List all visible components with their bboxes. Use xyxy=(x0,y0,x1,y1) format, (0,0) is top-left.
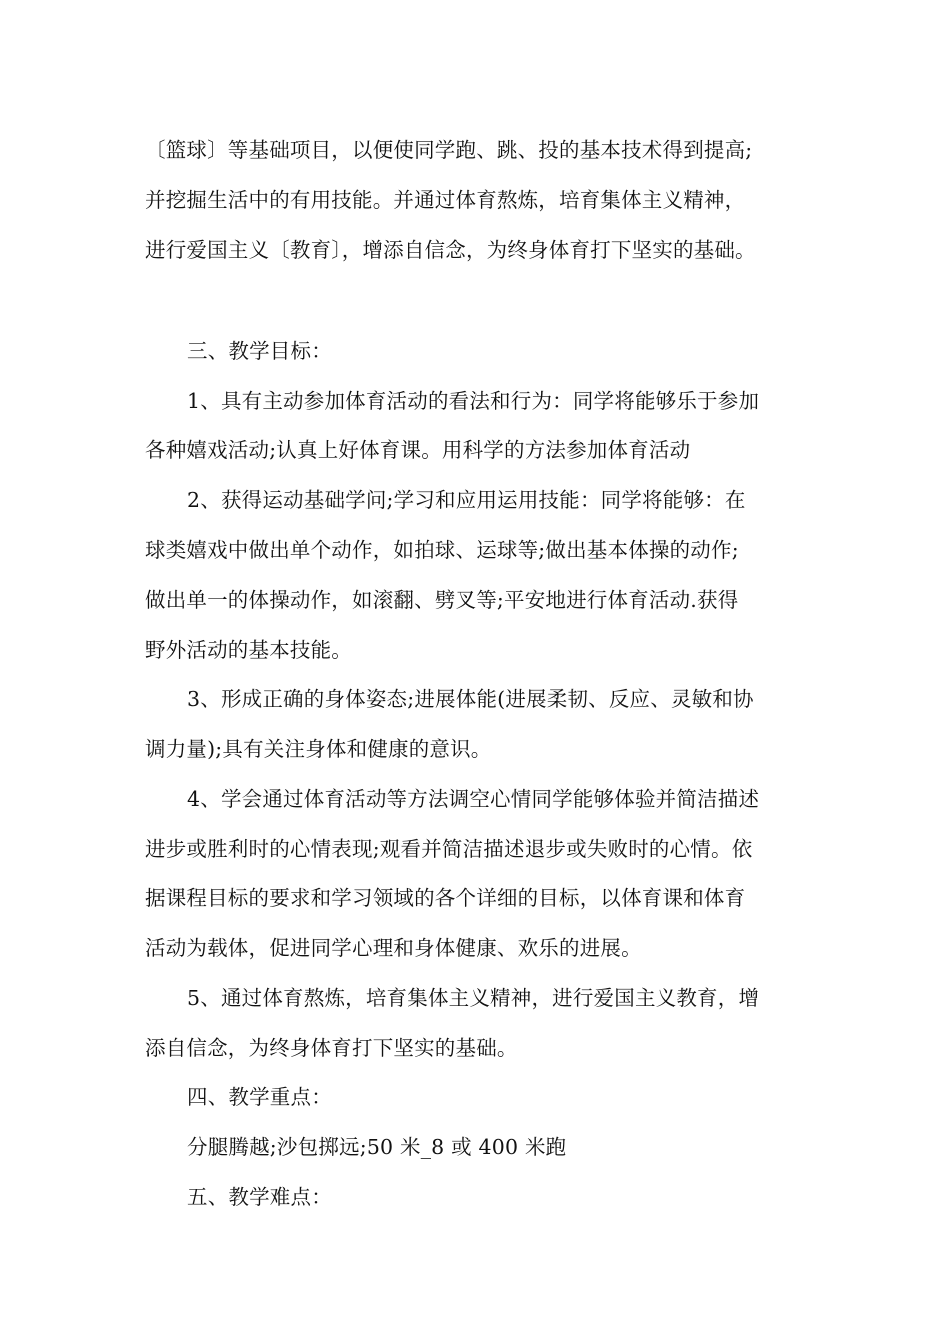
objective-item-5-line: 5、通过体育熬炼，培育集体主义精神，进行爱国主义教育，增 xyxy=(187,986,760,1010)
objective-item-4-line: 活动为载体，促进同学心理和身体健康、欢乐的进展。 xyxy=(145,936,642,960)
objective-item-2-line: 做出单一的体操动作，如滚翻、劈叉等;平安地进行体育活动.获得 xyxy=(145,588,739,612)
key-points-text: 分腿腾越;沙包掷远;50 米_8 或 400 米跑 xyxy=(187,1135,567,1159)
objective-item-4-line: 进步或胜利时的心情表现;观看并简洁描述退步或失败时的心情。依 xyxy=(145,837,753,861)
objective-item-2-line: 2、获得运动基础学问;学习和应用运用技能：同学将能够：在 xyxy=(187,488,746,512)
objective-item-1-line: 1、具有主动参加体育活动的看法和行为：同学将能够乐于参加 xyxy=(187,389,760,413)
paragraph-line: 进行爱国主义〔教育〕，增添自信念，为终身体育打下坚实的基础。 xyxy=(145,238,756,262)
objective-item-1-line: 各种嬉戏活动;认真上好体育课。用科学的方法参加体育活动 xyxy=(145,438,691,462)
section-heading-key-points: 四、教学重点： xyxy=(187,1085,332,1109)
objective-item-2-line: 球类嬉戏中做出单个动作，如拍球、运球等;做出基本体操的动作; xyxy=(145,538,739,562)
objective-item-4-line: 据课程目标的要求和学习领域的各个详细的目标，以体育课和体育 xyxy=(145,886,746,910)
paragraph-line: 并挖掘生活中的有用技能。并通过体育熬炼，培育集体主义精神， xyxy=(145,188,746,212)
objective-item-5-line: 添自信念，为终身体育打下坚实的基础。 xyxy=(145,1036,518,1060)
objective-item-3-line: 调力量);具有关注身体和健康的意识。 xyxy=(145,737,492,761)
objective-item-4-line: 4、学会通过体育活动等方法调空心情同学能够体验并简洁描述 xyxy=(187,787,760,811)
objective-item-3-line: 3、形成正确的身体姿态;进展体能(进展柔韧、反应、灵敏和协 xyxy=(187,687,754,711)
paragraph-line: 〔篮球〕等基础项目，以便使同学跑、跳、投的基本技术得到提高; xyxy=(145,138,753,162)
objective-item-2-line: 野外活动的基本技能。 xyxy=(145,638,352,662)
section-heading-objectives: 三、教学目标： xyxy=(187,339,332,363)
section-heading-difficulties: 五、教学难点： xyxy=(187,1185,332,1209)
